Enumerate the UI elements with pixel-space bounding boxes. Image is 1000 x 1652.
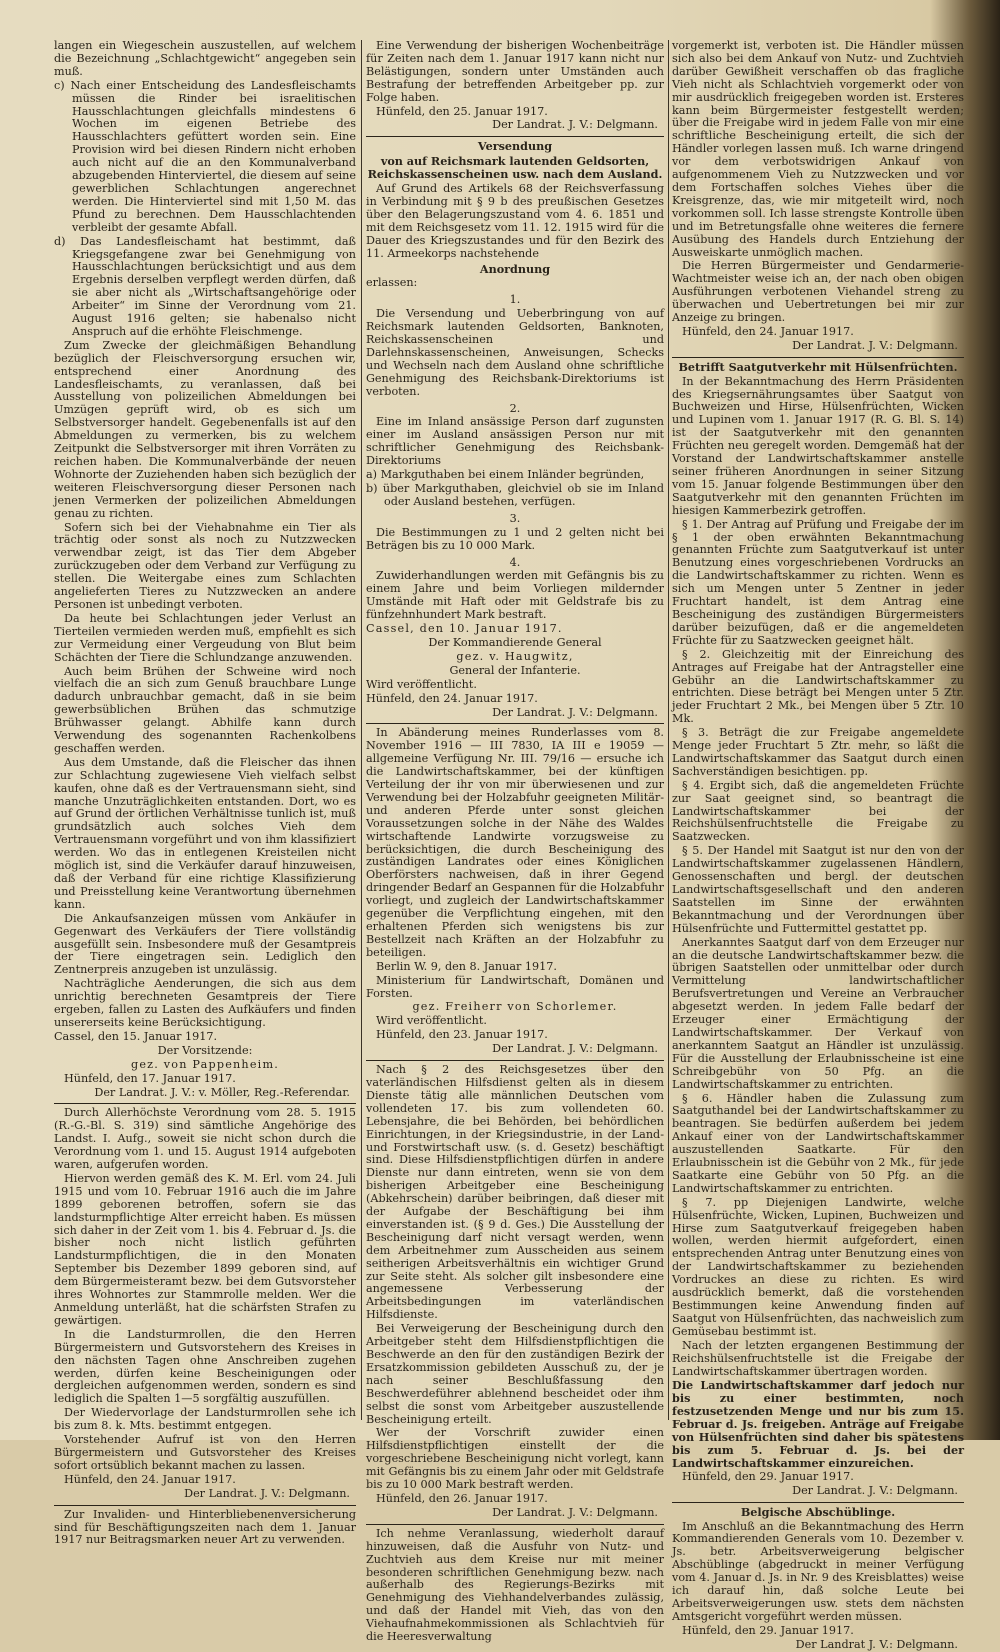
place-date: Hünfeld, den 24. Januar 1917. [682,324,854,338]
list-item: b) über Markguthaben, gleichviel ob sie im Inland oder Ausland bestehen, verfügen. [366,482,664,508]
signature: Der Landrat J. V.: Delgmann. [795,1637,958,1651]
paragraph: Zur Invaliden- und Hinterbliebenenversicherung sind für Beschäftigungszeiten nach dem 1. Januar 1917 nur Beitragsmarken neuer Art zu verwenden. [54,1507,356,1547]
column-divider [361,40,362,1420]
section-divider [366,1524,664,1525]
paragraph: Nachträgliche Aenderungen, die sich aus dem unrichtig berechneten Gesamtpreis der Tiere ergeben, fallen zu Lasten des Aufkäufers und finden unsererseits keine Berücksichtigung. [54,977,356,1029]
paragraph: Die Ankaufsanzeigen müssen vom Ankäufer in Gegenwart des Verkäufers der Tiere vollständig ausgefüllt sein. Insbesondere muß der Gesamtpreis der Tiere eingetragen sein. Lediglich den Zentnerpreis anzugeben ist unzulässig. [54,911,356,977]
paragraph: § 3. Beträgt die zur Freigabe angemeldete Menge jeder Fruchtart 5 Ztr. mehr, so läßt die Landwirtschaftskammer das Saatgut durch einen Sachverständigen besichtigen. pp. [672,726,964,778]
place-date: Berlin W. 9, den 8. Januar 1917. [376,959,557,973]
paragraph: Auf Grund des Artikels 68 der Reichsverfassung in Verbindung mit § 9 b des preußischen Gesetzes über den Belagerungszustand vom 4. 6. 1851 und mit dem Reichsgesetz vom 11. 12. 1915 wird für die Dauer des Kriegszustandes und für den Bezirk des 11. Armeekorps nachstehende [366,182,664,260]
paragraph: Nach § 2 des Reichsgesetzes über den vaterländischen Hilfsdienst gelten als in diesem Dienste tätig alle männlichen Deutschen vom vollendeten 17. bis zum vollendeten 60. Lebensjahre, die bei Behörden, bei behördlichen Einrichtungen, in der Kriegsindustrie, in der Land- und Forstwirtschaft usw. (s. d. Gesetz) beschäftigt sind. Diese Hilfsdienstpflichtigen dürfen in andere Dienste nur dann eintreten, wenn sie von dem bisherigen Arbeitgeber eine Bescheinigung (Abkehrschein) darüber beibringen, daß dieser mit der Aufgabe der Beschäftigung bei ihm einverstanden ist. (§ 9 d. Ges.) Die Ausstellung der Bescheinigung darf nicht versagt werden, wenn dem Arbeitnehmer zum Ausscheiden aus seinem seitherigen Arbeitsverhältnis ein wichtiger Grund zur Seite steht. Als solcher gilt insbesondere eine angemessene Verbesserung der Arbeitsbedingungen im vaterländischen Hilfsdienste. [366,1063,664,1322]
signature: Der Landrat. J. V.: Delgmann. [184,1486,350,1500]
paragraph: In der Bekanntmachung des Herrn Präsidenten des Kriegsernährungsamtes über Saatgut von Buchweizen und Hirse, Hülsenfrüchten, Wicken und Lupinen vom 1. Januar 1917 (R. G. Bl. S. 14) ist der Saatgutverkehr mit den genannten Früchten neu geregelt worden. Demgemäß hat der Vorstand der Landwirtschaftskammer anstelle seiner früheren Anordnungen in seiner Sitzung vom 15. Januar folgende Bestimmungen über den Saatgutverkehr mit den genannten Früchten im hiesigen Kammerbezirk getroffen. [672,374,964,517]
paragraph: § 6. Händler haben die Zulassung zum Saatguthandel bei der Landwirtschaftskammer zu beantragen. Sie bedürfen außerdem bei jedem Ankauf einer von der Landwirtschaftskammer auszustellenden Saatkarte. Für den Erlaubnisschein ist die Gebühr von 2 Mk., für jede Saatkarte eine Gebühr von 50 Pfg. an die Landwirtschaftskammer zu entrichten. [672,1091,964,1195]
section-subheading: von auf Reichsmark lautenden Geldsorten, Reichskassenscheinen usw. nach dem Ausland. [367,154,663,182]
signature: Der Landrat. J. V.: Delgmann. [492,118,658,132]
paragraph: Da heute bei Schlachtungen jeder Verlust an Tierteilen vermieden werden muß, empfiehlt es sich zur Vermeidung einer Vergeudung von Blut beim Schächten der Tiere die Schlundzange anzuwenden. [54,611,356,664]
paragraph: Sofern sich bei der Viehabnahme ein Tier als trächtig oder sonst als noch zu Nutzzwecken verwendbar zeigt, ist das Tier dem Abgeber zurückzugeben oder dem Verband zur Verfügung zu stellen. Die Weitergabe eines zum Schlachten angelieferten Tieres zu Nutzzwecken an andere Personen ist unbedingt verboten. [54,520,356,611]
place-date: Hünfeld, den 26. Januar 1917. [376,1491,548,1505]
paragraph: Ich nehme Veranlassung, wiederholt darauf hinzuweisen, daß die Ausfuhr von Nutz- und Zuchtvieh aus dem Kreise nur mit meiner besonderen schriftlichen Genehmigung bezw. nach außerhalb des Regierungs-Bezirks mit Genehmigung des Viehhandelverbandes zulässig, und daß der Handel mit Vieh, das von den Viehaufnahmekommissionen als Schlachtvieh für die Heeresverwaltung [366,1526,664,1644]
section-divider [366,723,664,724]
signature-name: gez. Freiherr von Schorlemer. [412,1000,618,1014]
paragraph: vorgemerkt ist, verboten ist. Die Händler müssen sich also bei dem Ankauf von Nutz- und Zuchtvieh darüber Gewißheit verschaffen ob das fragliche Vieh nicht als Schlachtvieh vorgemerkt oder von mir ausdrücklich freigegeben worden ist. Ersteres kann beim Bürgermeister festgestellt werden; über die Freigabe wird in jedem Falle von mir eine schriftliche Bescheinigung erteilt, die sich der Händler vorlegen lassen muß. Ich warne dringend vor dem verbotswidrigen Ankauf von aufgenommenem Vieh zu Nutzzwecken und vor dem Fortschaffen solches Viehes über die Kreisgrenze, das, wie mir mitgeteilt wird, noch vorkommen soll. Ich lasse strengste Kontrolle üben und im Betretungsfalle ohne weiteres die fernere Ausübung des Handels durch Entziehung der Ausweiskarte unmöglich machen. [672,39,964,259]
signature-title: Ministerium für Landwirtschaft, Domänen und Forsten. [366,973,664,1000]
section-divider [54,1103,356,1104]
paragraph: Nach der letzten ergangenen Bestimmung der Reichshülsenfruchtstelle ist die Freigabe der Landwirtschaftskammer übertragen worden. [672,1338,964,1378]
section-divider [366,136,664,137]
column-divider [668,40,669,1420]
section-number: 4. [509,555,521,569]
paragraph: Vorstehender Aufruf ist von den Herren Bürgermeistern und Gutsvorsteher des Kreises sofort ortsüblich bekannt machen zu lassen. [54,1433,356,1472]
paragraph: Bei Verweigerung der Bescheinigung durch den Arbeitgeber steht dem Hilfsdienstpflichtigen die Beschwerde an den für den zuständigen Bezirk der Ersatzkommission gebildeten Ausschuß zu, der je nach seiner Beschlußfassung den Beschwerdeführer ablehnend bescheidet oder ihm selbst die sonst vom Arbeitgeber auszustellende Bescheinigung erteilt. [366,1322,664,1426]
note: Wird veröffentlicht. [376,1014,487,1028]
note: Wird veröffentlicht. [366,677,477,691]
section-divider [672,357,964,358]
paragraph: Eine im Inland ansässige Person darf zugunsten einer im Ausland ansässigen Person nur mit schriftlicher Genehmigung des Reichsbank-Direktoriums [366,415,664,468]
signature-name: gez. von Pappenheim. [130,1057,280,1071]
section-heading: Versendung [477,139,553,154]
paragraph: In Abänderung meines Runderlasses vom 8. November 1916 — III 7830, IA III e 19059 — allgemeine Verfügung Nr. III. 79/16 — ersuche ich die Landwirtschaftskammer, bei der künftigen Verteilung der ihr von mir überwiesenen und zur Verwendung bei der Holzabfuhr geeigneten Militär- und anderen Pferde unter sonst gleichen Voraussetzungen solche in der Nähe des Waldes wirtschaftende Landwirte vorzugsweise zu berücksichtigen, die durch Bescheinigung des zuständigen Landrates oder eines Königlichen Oberförsters nachweisen, daß in ihrer Gegend dringender Bedarf an Gespannen für die Holzabfuhr vorliegt, und zugleich der Landwirtschaftskammer gegenüber die Verpflichtung eingehen, mit den erhaltenen Pferden sich wenigstens bis zur Bestellzeit nach Kräften an der Holzabfuhr zu beteiligen. [366,726,664,959]
paragraph: langen ein Wiegeschein auszustellen, auf welchem die Bezeichnung „Schlachtgewicht“ angegeben sein muß. [54,39,356,78]
place-date: Hünfeld, den 17. Januar 1917. [64,1071,236,1085]
paragraph: Eine Verwendung der bisherigen Wochenbeiträge für Zeiten nach dem 1. Januar 1917 kann nicht nur Belästigungen, sondern unter Umständen auch Bestrafung der betreffenden Arbeitgeber pp. zur Folge haben. [366,39,664,104]
paragraph: § 2. Gleichzeitig mit der Einreichung des Antrages auf Freigabe hat der Antragsteller eine Gebühr an die Landwirtschaftskammer zu entrichten. Diese beträgt bei Mengen unter 5 Ztr. jeder Fruchtart 2 Mk., bei Mengen über 5 Ztr. 10 Mk. [672,647,964,726]
paragraph: Hiervon werden gemäß des K. M. Erl. vom 24. Juli 1915 und vom 10. Februar 1916 auch die im Jahre 1899 geborenen betroffen, sofern sie das landsturmpflichtige Alter erreicht haben. Es müssen sich daher in der Zeit vom 1. bis 4. Februar d. Js. die bisher noch nicht listlich geführten Landsturmpflichtigen, die in den Monaten September bis Dezember 1899 geboren sind, auf dem Bürgermeisteramt bezw. bei dem Gutsvorsteher ihres Wohnortes zur Stammrolle melden. Wer die Anmeldung unterläßt, hat die schärfsten Strafen zu gewärtigen. [54,1171,356,1327]
list-item-d: d) Das Landesfleischamt hat bestimmt, daß Kriegsgefangene zwar bei Genehmigung von Hausschlachtungen berücksichtigt und aus dem Ergebnis derselben verpflegt werden dürfen, daß sie aber nicht als „Wirtschaftsangehörige oder Arbeiter“ im Sinne der Verordnung vom 21. August 1916 gelten; sie habenalso nicht Anspruch auf die erhöhte Fleischmenge. [54,234,356,338]
place-date: Cassel, den 10. Januar 1917. [366,622,563,636]
paragraph: Auch beim Brühen der Schweine wird noch vielfach die an sich zum Genuß brauchbare Lunge dadurch unbrauchbar gemacht, daß in sie beim gewerbsüblichen Brühen das schmutzige Brühwasser gelangt. Abhilfe kann durch Verwendung des sogenannten Rachenkolbens geschaffen werden. [54,664,356,755]
column-right [672,39,964,1651]
section-number: 3. [509,511,521,525]
paragraph: Die Versendung und Ueberbringung von auf Reichsmark lautenden Geldsorten, Banknoten, Reichskassenscheinen und Darlehnskassenscheinen, Anweisungen, Schecks und Wechseln nach dem Ausland ohne schriftliche Genehmigung des Reichsbank-Direktoriums ist verboten. [366,307,664,398]
place-date: Hünfeld, den 24. Januar 1917. [366,691,538,705]
paragraph: Wer der Vorschrift zuwider einen Hilfsdienstpflichtigen einstellt der die vorgeschriebene Bescheinigung nicht vorlegt, kann mit Gefängnis bis zu einem Jahr oder mit Geldstrafe bis zu 10 000 Mark bestraft werden. [366,1426,664,1492]
place-date: Hünfeld, den 29. Januar 1917. [682,1623,854,1637]
place-date: Hünfeld, den 24. Januar 1917. [64,1472,236,1486]
section-divider [54,1505,356,1506]
paragraph: Der Wiedervorlage der Landsturmrollen sehe ich bis zum 8. k. Mts. bestimmt entgegen. [54,1406,356,1433]
paragraph: erlassen: [366,276,418,290]
paragraph: Anerkanntes Saatgut darf von dem Erzeuger nur an die deutsche Landwirtschaftskammer bezw. die übrigen Saatstellen oder unmittelbar oder durch Vermittelung landwirtschaftlicher Berufsvertretungen und Vereine an Verbraucher abgesetzt werden. In jedem Falle bedarf der Erzeuger einer Ermächtigung der Landwirtschaftskammer. Der Verkauf von anerkanntem Saatgut an Händler ist unzulässig. Für die Ausstellung der Erlaubnisscheine ist eine Schreibgebühr von 50 Pfg. an die Landwirtschaftskammer zu entrichten. [672,935,964,1091]
paragraph: Aus dem Umstande, daß die Fleischer das ihnen zur Schlachtung zugewiesene Vieh vielfach selbst kaufen, ohne daß es der Vertrauensmann sieht, sind manche Unzuträglichkeiten entstanden. Dort, wo es auf Grund der örtlichen Verhältnisse tunlich ist, muß grundsätzlich auch solches Vieh dem Vertrauensmann vorgeführt und von ihm klassifiziert werden. Wo das in entlegenen Kreisteilen nicht möglich ist, sind die Verkäufer darauf hinzuweisen, daß der Verband für eine richtige Klassifizierung und Preisstellung keine Verantwortung übernehmen kann. [54,755,356,911]
section-number: 1. [509,293,521,307]
signature: Der Landrat. J. V.: v. Möller, Reg.-Referendar. [94,1085,350,1099]
list-item: a) Markguthaben bei einem Inländer begründen, [366,468,645,482]
paragraph: § 7. pp Diejenigen Landwirte, welche Hülsenfrüchte, Wicken, Lupinen, Buchweizen und Hirse zum Saatgutverkauf freigegeben haben wollen, werden hiermit aufgefordert, einen entsprechenden Antrag unter Benutzung eines von der Landwirtschaftskammer zu beziehenden Vordruckes an diese zu richten. Es wird ausdrücklich bemerkt, daß die vorstehenden Bestimmungen keine Anwendung finden auf Saatgut von Hülsenfrüchten, das nachweislich zum Gemüsebau bestimmt ist. [672,1195,964,1338]
paragraph: Die Bestimmungen zu 1 und 2 gelten nicht bei Beträgen bis zu 10 000 Mark. [366,525,664,552]
paragraph: § 5. Der Handel mit Saatgut ist nur den von der Landwirtschaftskammer zugelassenen Händlern, Genossenschaften und bergl. der deutschen Landwirtschaftsgesellschaft und den anderen Saatstellen im Sinne der erwähnten Bekanntmachung und der Verordnungen über Hülsenfrüchte und Futtermittel gestattet pp. [672,844,964,935]
bold-paragraph: Die Landwirtschaftskammer darf jedoch nur bis zu einer bestimmten, noch festzusetzenden Menge und nur bis zum 15. Februar d. Js. freigeben. Anträge auf Freigabe von Hülsenfrüchten sind daher bis spätestens bis zum 5. Februar d. Js. bei der Landwirtschaftskammer einzureichen. [672,1378,964,1470]
paragraph: Durch Allerhöchste Verordnung vom 28. 5. 1915 (R.-G.-Bl. S. 319) sind sämtliche Angehörige des Landst. I. Aufg., soweit sie nicht schon durch die Verordnung vom 1. und 15. August 1914 aufgeboten waren, aufgerufen worden. [54,1106,356,1172]
section-number: 2. [509,401,521,415]
section-heading: Belgische Abschüblinge. [740,1504,896,1519]
signature: Der Landrat. J. V.: Delgmann. [492,1505,658,1519]
paragraph: Zuwiderhandlungen werden mit Gefängnis bis zu einem Jahre und beim Vorliegen mildernder Umstände mit Haft oder mit Geldstrafe bis zu fünfzehnhundert Mark bestraft. [366,569,664,622]
paragraph: Zum Zwecke der gleichmäßigen Behandlung bezüglich der Fleischversorgung ersuchen wir, entsprechend einer Anordnung des Landesfleischamts, zu veranlassen, daß bei Ausstellung von polizeilichen Abmeldungen bei Umzügen geprüft wird, ob es sich um Selbstversorger handelt. Gegebenenfalls ist auf den Abmeldungen zu vermerken, bis zu welchem Zeitpunkt die Selbstversorger mit ihren Vorräten zu reichen haben. Die Kommunalverbände der neuen Wohnorte der Zuziehenden haben sich bezüglich der weiteren Fleischversorgung dieser Personen nach jenen Vermerken der polizeilichen Abmeldungen genau zu richten. [54,338,356,520]
signature: Der Landrat. J. V.: Delgmann. [492,1042,658,1056]
section-divider [672,1502,964,1503]
column-left [54,39,356,1547]
signature-title: Der Vorsitzende: [157,1043,253,1057]
section-heading: Betrifft Saatgutverkehr mit Hülsenfrüchten. [678,359,958,374]
place-date: Cassel, den 15. Januar 1917. [54,1029,218,1043]
paragraph: § 4. Ergibt sich, daß die angemeldeten Früchte zur Saat geeignet sind, so beantragt die Landwirtschaftskammer bei der Reichshülsenfruchtstelle die Freigabe zu Saatzwecken. [672,778,964,844]
place-date: Hünfeld, den 23. Januar 1917. [376,1028,548,1042]
paragraph: Die Herren Bürgermeister und Gendarmerie-Wachtmeister weise ich an, der nach oben obigen Ausführungen verbotenen Viehandel streng zu überwachen und Uebertretungen bei mir zur Anzeige zu bringen. [672,259,964,325]
signature: Der Landrat. J. V.: Delgmann. [492,705,658,719]
column-middle [366,39,664,1644]
signature-name: gez. v. Haugwitz, [456,649,574,663]
signature-title: Der Kommandierende General [428,635,602,649]
paragraph: § 1. Der Antrag auf Prüfung und Freigabe der im § 1 der oben erwähnten Bekanntmachung genannten Früchte zum Saatgutverkauf ist unter Benutzung eines vorgeschriebenen Vordrucks an die Landwirtschaftskammer zu richten. Wenn es sich um Mengen unter 5 Zentner in jeder Fruchtart handelt, ist dem Antrag eine Bescheinigung des zuständigen Bürgermeisters darüber beizufügen, daß er die angemeldeten Früchte für zu Saatzwecken geeignet hält. [672,517,964,647]
place-date: Hünfeld, den 25. Januar 1917. [376,104,548,118]
list-item-c: c) Nach einer Entscheidung des Landesfleischamts müssen die Rinder bei israelitischen Hausschlachtungen gleichfalls mindestens 6 Wochen im eigenen Betriebe des Hausschlachters gefüttert worden sein. Eine Provision wird bei diesen Rindern nicht erhoben auch nicht auf die an den Kommunalverband abzugebenden Hinterviertel, die diesem auf seine gewerblichen Schlachtungen angerechnet werden. Die Hinterviertel sind mit 1,50 M. das Pfund zu berechnen. Dem Hausschlachtenden verbleibt der gesamte Abfall. [54,78,356,234]
signature: Der Landrat. J. V.: Delgmann. [792,1483,958,1497]
section-divider [366,1060,664,1061]
paragraph: Im Anschluß an die Bekanntmachung des Herrn Kommandierenden Generals vom 10. Dezember v. Js. betr. Arbeitsverweigerung belgischer Abschüblinge (abgedruckt in meiner Verfügung vom 4. Januar d. Js. in Nr. 9 des Kreisblattes) weise ich darauf hin, daß solche Leute bei Arbeitsverweigerungen usw. stets dem nächsten Amtsgericht vorgeführt werden müssen. [672,1519,964,1623]
anordnung-heading: Anordnung [479,261,551,276]
place-date: Hünfeld, den 29. Januar 1917. [682,1469,854,1483]
signature: Der Landrat. J. V.: Delgmann. [792,338,958,352]
signature-title: General der Infanterie. [449,663,581,677]
paragraph: In die Landsturmrollen, die den Herren Bürgermeistern und Gutsvorstehern des Kreises in den nächsten Tagen ohne Anschreiben zugehen werden, dürfen keine Bescheinigungen oder dergleichen aufgenommen werden, sondern es sind lediglich die Spalten 1—5 sorgfältig auszufüllen. [54,1327,356,1406]
